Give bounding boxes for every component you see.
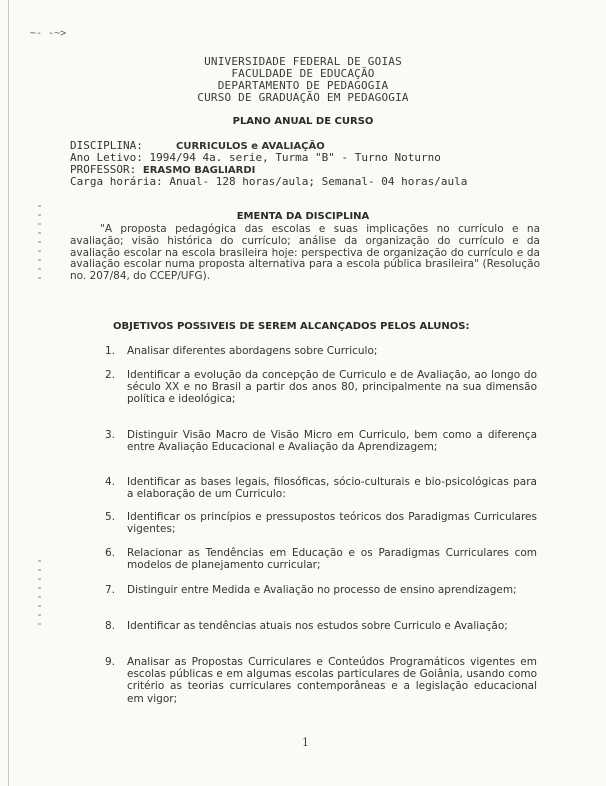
objective-number: 2.: [105, 369, 116, 381]
header-line-4: CURSO DE GRADUAÇÃO EM PEDAGOGIA: [197, 91, 409, 104]
objective-text: Identificar as bases legais, filosóficas, sócio-culturais e bio-psicológicas para a elaboração de um Curriculo:: [127, 476, 537, 501]
objective-number: 3.: [105, 429, 116, 441]
objective-item-4: [105, 476, 537, 500]
objective-item-7: [105, 584, 537, 596]
objective-item-6: [105, 547, 537, 571]
objective-number: 4.: [105, 476, 116, 488]
objective-item-3: [105, 429, 537, 453]
objective-text: Identificar as tendências atuais nos estudos sobre Curriculo e Avaliação;: [127, 620, 508, 632]
disciplina-label: DISCIPLINA:: [70, 139, 143, 152]
ano-value: 1994/94 4a. serie, Turma "B" - Turno Noturno: [149, 151, 441, 164]
objective-item-9: [105, 656, 537, 705]
carga-label: Carga horária:: [70, 175, 163, 188]
objective-text: Distinguir Visão Macro de Visão Micro em Curriculo, bem como a diferença entre Avaliação Educacional e Avaliação da Aprendizagem;: [127, 429, 537, 454]
objective-number: 9.: [105, 656, 116, 668]
objective-text: Analisar diferentes abordagens sobre Curriculo;: [127, 345, 378, 357]
professor-label: PROFESSOR:: [70, 163, 137, 176]
objective-number: 1.: [105, 345, 116, 357]
objective-text: Relacionar as Tendências em Educação e os Paradigmas Curriculares com modelos de planejamento curricular;: [127, 547, 537, 572]
objective-item-2: [105, 369, 537, 406]
professor-value: ERASMO BAGLIARDI: [142, 165, 256, 176]
objective-text: Analisar as Propostas Curriculares e Conteúdos Programáticos vigentes em escolas públicas e em algumas escolas particulares de Goiânia, usando como critério as teorias curriculares contemporâneas e a legislação educacional em vigor;: [127, 656, 537, 705]
header-line-3: DEPARTAMENTO DE PEDAGOGIA: [217, 79, 389, 92]
objective-item-1: [105, 345, 537, 357]
info-carga-horaria: [70, 176, 467, 188]
objective-number: 6.: [105, 547, 116, 559]
objective-number: 7.: [105, 584, 116, 596]
objective-number: 5.: [105, 511, 116, 523]
objective-item-5: [105, 511, 537, 535]
objective-text: Distinguir entre Medida e Avaliação no processo de ensino aprendizagem;: [127, 584, 517, 596]
objective-text: Identificar os princípios e pressupostos teóricos dos Paradigmas Curriculares vigentes;: [127, 511, 537, 536]
disciplina-value: CURRICULOS e AVALIAÇÃO: [175, 141, 325, 152]
objective-item-8: [105, 620, 537, 632]
ementa-text: "A proposta pedagógica das escolas e suas implicações no currículo e na avaliação; visão histórica do currículo; análise da organização do currículo e da avaliação escolar na escola brasileira hoje: perspectiva de organização do currículo e da avaliação escolar numa proposta alternativa para a escola pública brasileira" (Resolução no. 207/84, do CCEP/UFG).: [70, 223, 540, 283]
document-title: PLANO ANUAL DE CURSO: [232, 116, 374, 127]
ementa-title: EMENTA DA DISCIPLINA: [236, 211, 370, 222]
ano-label: Ano Letivo:: [70, 151, 143, 164]
scan-mark: ~- -~>: [30, 28, 67, 39]
page-number: 1: [302, 736, 309, 749]
objective-number: 8.: [105, 620, 116, 632]
objetivos-title: OBJETIVOS POSSIVEIS DE SEREM ALCANÇADOS PELOS ALUNOS:: [113, 321, 470, 332]
carga-value: Anual- 128 horas/aula; Semanal- 04 horas/aula: [169, 175, 468, 188]
header-line-2: FACULDADE DE EDUCAÇÃO: [231, 67, 375, 80]
header-line-1: UNIVERSIDADE FEDERAL DE GOIAS: [204, 55, 402, 68]
margin-dots-bottom: [38, 560, 41, 630]
objective-text: Identificar a evolução da concepção de Curriculo e de Avaliação, ao longo do século XX e no Brasil a partir dos anos 80, principalmente na sua dimensão política e ideológica;: [127, 369, 537, 406]
